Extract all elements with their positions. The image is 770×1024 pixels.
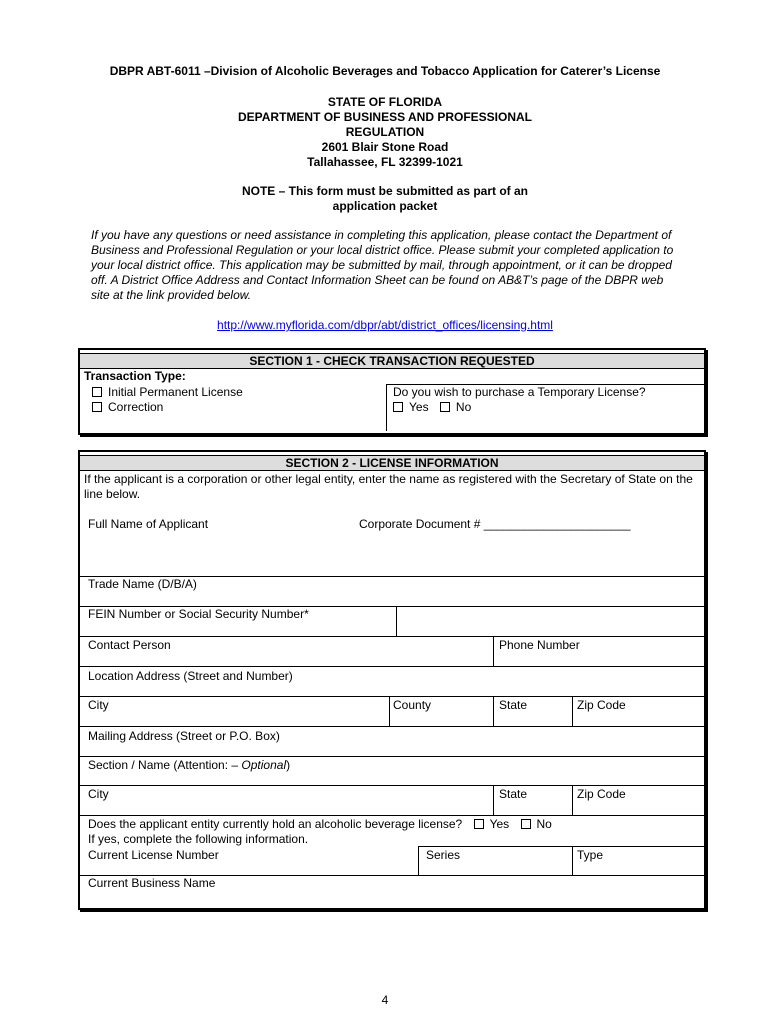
column-divider (572, 846, 573, 875)
checkbox-icon[interactable] (521, 819, 531, 829)
corp-doc-field[interactable]: Corporate Document # ______________________ (359, 517, 631, 531)
full-name-label: Full Name of Applicant (88, 517, 209, 531)
fein-label: FEIN Number or Social Security Number* (88, 607, 309, 621)
temp-license-question: Do you wish to purchase a Temporary License? (393, 385, 646, 399)
row-divider (80, 815, 704, 816)
no-label: No (455, 400, 472, 414)
series-label: Series (426, 848, 461, 862)
row-divider (80, 636, 704, 637)
column-divider (389, 696, 390, 726)
checkbox-icon[interactable] (393, 402, 403, 412)
county-label: County (393, 698, 432, 712)
option-correction-label: Correction (108, 400, 164, 414)
column-divider (493, 785, 494, 815)
row-divider (80, 756, 704, 757)
page-number: 4 (381, 993, 389, 1007)
note-line: application packet (332, 199, 438, 213)
location-address-label: Location Address (Street and Number) (88, 669, 293, 683)
checkbox-icon[interactable] (92, 402, 102, 412)
yes-label: Yes (489, 817, 510, 831)
column-divider (418, 846, 419, 875)
section2-box (78, 450, 706, 910)
phone-number-label: Phone Number (499, 638, 580, 652)
column-divider (572, 785, 573, 815)
optional-text: Optional (241, 758, 287, 772)
current-business-name-label: Current Business Name (88, 876, 216, 890)
city2-label: City (88, 787, 109, 801)
header-line: STATE OF FLORIDA (327, 95, 443, 109)
option-initial[interactable] (92, 385, 243, 399)
mailing-address-label: Mailing Address (Street or P.O. Box) (88, 729, 280, 743)
city-label: City (88, 698, 109, 712)
hold-license-row (88, 817, 552, 831)
row-divider (80, 785, 704, 786)
current-license-label: Current License Number (88, 848, 219, 862)
no-label: No (536, 817, 552, 831)
state-label: State (499, 698, 528, 712)
section1-heading: SECTION 1 - CHECK TRANSACTION REQUESTED (80, 353, 704, 369)
if-yes-text: If yes, complete the following information. (88, 832, 309, 846)
contact-person-label: Contact Person (88, 638, 171, 652)
section-name-label (88, 758, 290, 772)
column-divider (493, 636, 494, 666)
close-paren: ) (286, 758, 291, 772)
section-name-text: Section / Name (Attention: – (88, 758, 242, 772)
section1-box (78, 348, 706, 435)
trade-name-label: Trade Name (D/B/A) (88, 577, 197, 591)
form-title: DBPR ABT-6011 –Division of Alcoholic Beverages and Tobacco Application for Caterer’s License (109, 64, 661, 78)
note-line: NOTE – This form must be submitted as part of an (241, 184, 529, 198)
option-correction[interactable] (92, 400, 163, 414)
checkbox-icon[interactable] (92, 387, 102, 397)
intro-paragraph: If you have any questions or need assistance in completing this application, please contact the Department of Business and Professional Regulation or your local district office. Please submit your completed application to your local district office. This application may be submitted by mail, through appointment, or it can be dropped off. A District Office Address and Contact Information Sheet can be found on AB&T’s page of the DBPR web site at the link provided below. (91, 228, 674, 302)
column-divider (386, 384, 387, 431)
header-line: DEPARTMENT OF BUSINESS AND PROFESSIONAL (237, 110, 533, 124)
header-line: Tallahassee, FL 32399-1021 (307, 155, 463, 169)
transaction-type-label: Transaction Type: (84, 369, 186, 383)
zip-code-label: Zip Code (577, 698, 626, 712)
section2-instructions: If the applicant is a corporation or other legal entity, enter the name as registered with the Secretary of State on the line below. (84, 472, 693, 501)
header-block (0, 95, 770, 170)
type-label: Type (577, 848, 604, 862)
column-divider (493, 696, 494, 726)
temp-license-options (393, 400, 471, 414)
row-divider (80, 726, 704, 727)
column-divider (396, 606, 397, 636)
state2-label: State (499, 787, 528, 801)
note-block (0, 184, 770, 214)
yes-label: Yes (409, 400, 429, 414)
zip2-label: Zip Code (577, 787, 626, 801)
row-divider (80, 696, 704, 697)
option-initial-label: Initial Permanent License (108, 385, 243, 399)
hold-license-question: Does the applicant entity currently hold an alcoholic beverage license? (88, 817, 463, 831)
header-line: REGULATION (345, 125, 425, 139)
checkbox-icon[interactable] (474, 819, 484, 829)
row-divider (80, 666, 704, 667)
section2-heading: SECTION 2 - LICENSE INFORMATION (80, 455, 704, 471)
header-line: 2601 Blair Stone Road (321, 140, 449, 154)
column-divider (572, 696, 573, 726)
checkbox-icon[interactable] (440, 402, 450, 412)
district-offices-link[interactable]: http://www.myflorida.com/dbpr/abt/district_offices/licensing.html (217, 318, 553, 332)
row-divider (418, 846, 704, 847)
